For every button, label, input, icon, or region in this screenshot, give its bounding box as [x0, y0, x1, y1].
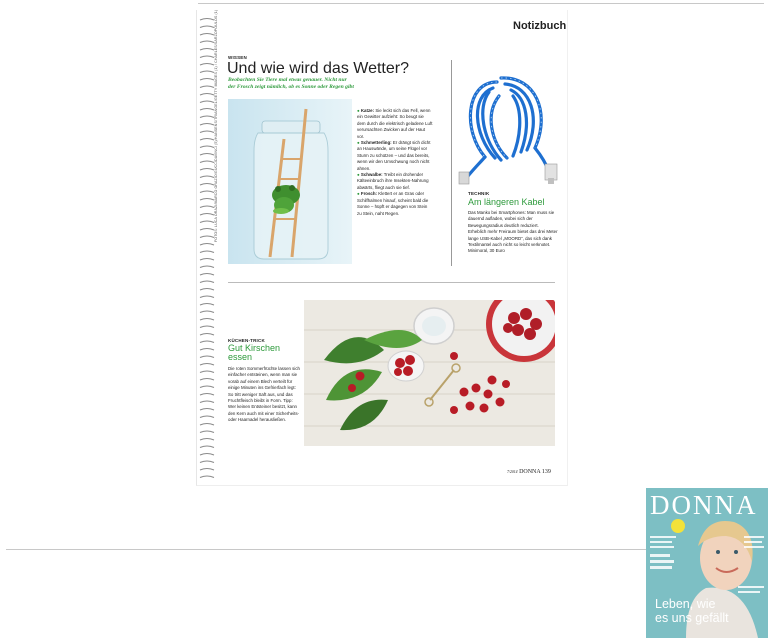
spiral-coil	[200, 251, 214, 253]
spiral-coil	[200, 379, 214, 381]
tech-article-headline: Am längeren Kabel	[468, 197, 545, 207]
spiral-coil	[200, 221, 214, 223]
spiral-coil	[200, 176, 214, 178]
spiral-coil	[200, 356, 214, 358]
main-article-kicker: WISSEN	[228, 55, 247, 60]
spiral-coil	[200, 386, 214, 388]
spiral-coil	[200, 161, 214, 163]
spiral-coil	[200, 79, 214, 81]
tech-article-body: Das Manko bei Smartphones: Man muss sie dauernd aufladen, wobei sich der Bewegungsradius deutlich reduziert. Erheblich mehr Freiraum bietet das drei Meter lange USB-Kabel „MOORD“, das sich dank Textilmantel auch nicht so leicht verknotet. Minimoral, 30 Euro	[468, 210, 558, 254]
spiral-coil	[200, 259, 214, 261]
spiral-coil	[200, 304, 214, 306]
cover-tagline	[655, 597, 729, 625]
spiral-coil	[200, 109, 214, 111]
spiral-coil	[200, 349, 214, 351]
spiral-coil	[200, 371, 214, 373]
bullet-paragraph	[357, 108, 433, 140]
kitchen-article-headline	[228, 344, 280, 362]
usb-cable-photo	[455, 62, 565, 186]
spiral-coil	[200, 461, 214, 463]
bullet-text: Er drängt sich dicht an Hauswände, um seine Flügel vor Sturm zu schützen – und das bereits, wenn wir den Umschwung noch nicht ahnen.	[357, 140, 431, 171]
spiral-coil	[200, 311, 214, 313]
bullet-paragraph	[357, 172, 433, 191]
main-article-body	[357, 108, 433, 217]
page-footer	[507, 469, 551, 475]
spiral-coil	[200, 401, 214, 403]
spiral-coil	[200, 139, 214, 141]
spiral-coil	[200, 86, 214, 88]
kitchen-article-body: Die roten Sommerfrüchte lassen sich einfacher entsteinen, wenn man sie vorab auf einem Blech verteilt für einige Minuten ins Gefrierfach legt: So tritt weniger Saft aus, und das Fruchtfleisch bleibt in Form. Tipp: Wer keinen Entsteiner besitzt, kann den Kern auch mit einer Sicherheits- oder Haarnadel herausließen.	[228, 366, 300, 423]
bullet-paragraph	[357, 140, 433, 172]
spiral-coil	[200, 289, 214, 291]
spiral-coil	[200, 34, 214, 36]
deck-line: der Frosch zeigt nämlich, ob es Sonne oder Regen gibt	[228, 84, 354, 90]
cover-tagline-line: Leben, wie	[655, 597, 716, 611]
cover-logo: DONNA	[650, 490, 758, 520]
spiral-coil	[200, 94, 214, 96]
magazine-cover-thumbnail[interactable]	[646, 488, 768, 638]
kitchen-headline-line: essen	[228, 352, 253, 362]
spiral-coil	[200, 424, 214, 426]
bullet-lead: Schmetterling:	[360, 140, 392, 146]
spiral-coil	[200, 154, 214, 156]
spiral-coil	[200, 394, 214, 396]
spiral-coil	[200, 469, 214, 471]
spiral-coil	[200, 266, 214, 268]
top-rule	[198, 3, 764, 4]
spiral-coil	[200, 454, 214, 456]
spiral-coil	[200, 199, 214, 201]
main-article-deck	[228, 77, 354, 91]
spiral-coil	[200, 124, 214, 126]
spiral-coil	[200, 446, 214, 448]
spiral-coil	[200, 439, 214, 441]
spiral-coil	[200, 334, 214, 336]
spiral-coil	[200, 41, 214, 43]
deck-line: Beobachten Sie Tiere mal etwas genauer. Nicht nur	[228, 77, 347, 83]
cherries-photo	[304, 300, 555, 446]
spiral-coil	[200, 206, 214, 208]
spiral-coil	[200, 409, 214, 411]
spiral-coil	[200, 364, 214, 366]
bullet-text: Klettert er an Gras oder Schilfhalmen hinauf, scheint bald die Sonne – hüpft er dagegen von Stein zu Stein, naht Regen.	[357, 191, 429, 216]
spiral-coil	[200, 281, 214, 283]
bullet-icon: ●	[357, 108, 360, 113]
bullet-text: Sie leckt sich das Fell, wenn ein Gewitter aufzieht: So beugt sie dem durch die elektrisch geladene Luft verursachten Zwicken auf der Haut vor.	[357, 108, 433, 139]
kitchen-headline-line: Gut Kirschen	[228, 343, 281, 353]
bullet-lead: Schwalbe:	[360, 172, 383, 178]
bullet-paragraph	[357, 191, 433, 217]
page-section-title: Notizbuch	[513, 20, 567, 32]
spiral-coil	[200, 26, 214, 28]
frog-in-jar-photo	[228, 99, 352, 264]
cover-tagline-line: es uns gefällt	[655, 611, 729, 625]
bottom-rule	[6, 549, 646, 550]
tech-article-kicker: TECHNIK	[468, 191, 490, 196]
spiral-coil	[200, 49, 214, 51]
footer-magazine: DONNA	[519, 469, 541, 475]
section-divider	[228, 282, 555, 283]
bullet-icon: ●	[357, 172, 360, 178]
spiral-coil	[200, 101, 214, 103]
column-divider	[451, 60, 452, 266]
spiral-coil	[200, 476, 214, 478]
bullet-text: Treibt ein drohender Kälteeinbruch ihre Insekten-Nahrung abwärts, fliegt auch sie tief.	[357, 172, 429, 190]
spiral-coil	[200, 341, 214, 343]
spiral-coil	[200, 296, 214, 298]
spiral-coil	[200, 416, 214, 418]
spiral-coil	[200, 214, 214, 216]
photo-credit: FOTOS: LUCA ORAZI/MARCO ORAZIO/GUCCIDAVINCI (5)/HANSENS/TRIANGEL/GETTY IMAGES (1) / CHARLES/SARZOPOULOS (1)	[214, 9, 218, 242]
spiral-coil	[200, 244, 214, 246]
spiral-coil	[200, 191, 214, 193]
footer-page-number: 139	[541, 469, 551, 475]
spiral-coil	[200, 431, 214, 433]
spiral-coil	[200, 236, 214, 238]
spiral-coil	[200, 319, 214, 321]
spiral-coil	[200, 229, 214, 231]
spiral-coil	[200, 19, 214, 21]
kitchen-article-kicker: KÜCHEN-TRICK	[228, 338, 265, 343]
spiral-coil	[200, 169, 214, 171]
bullet-icon: ●	[357, 191, 360, 197]
spiral-coil	[200, 326, 214, 328]
bullet-lead: Frosch:	[360, 191, 377, 197]
spiral-coil	[200, 146, 214, 148]
bullet-icon: ●	[357, 140, 360, 146]
bullet-lead: Katze:	[360, 108, 375, 113]
main-article-headline: Und wie wird das Wetter?	[227, 60, 409, 77]
footer-issue: 7/2014	[507, 470, 518, 474]
spiral-coil	[200, 116, 214, 118]
spiral-coil	[200, 71, 214, 73]
spiral-coil	[200, 274, 214, 276]
spiral-coil	[200, 184, 214, 186]
spiral-coil	[200, 131, 214, 133]
spiral-coil	[200, 56, 214, 58]
spiral-coil	[200, 64, 214, 66]
